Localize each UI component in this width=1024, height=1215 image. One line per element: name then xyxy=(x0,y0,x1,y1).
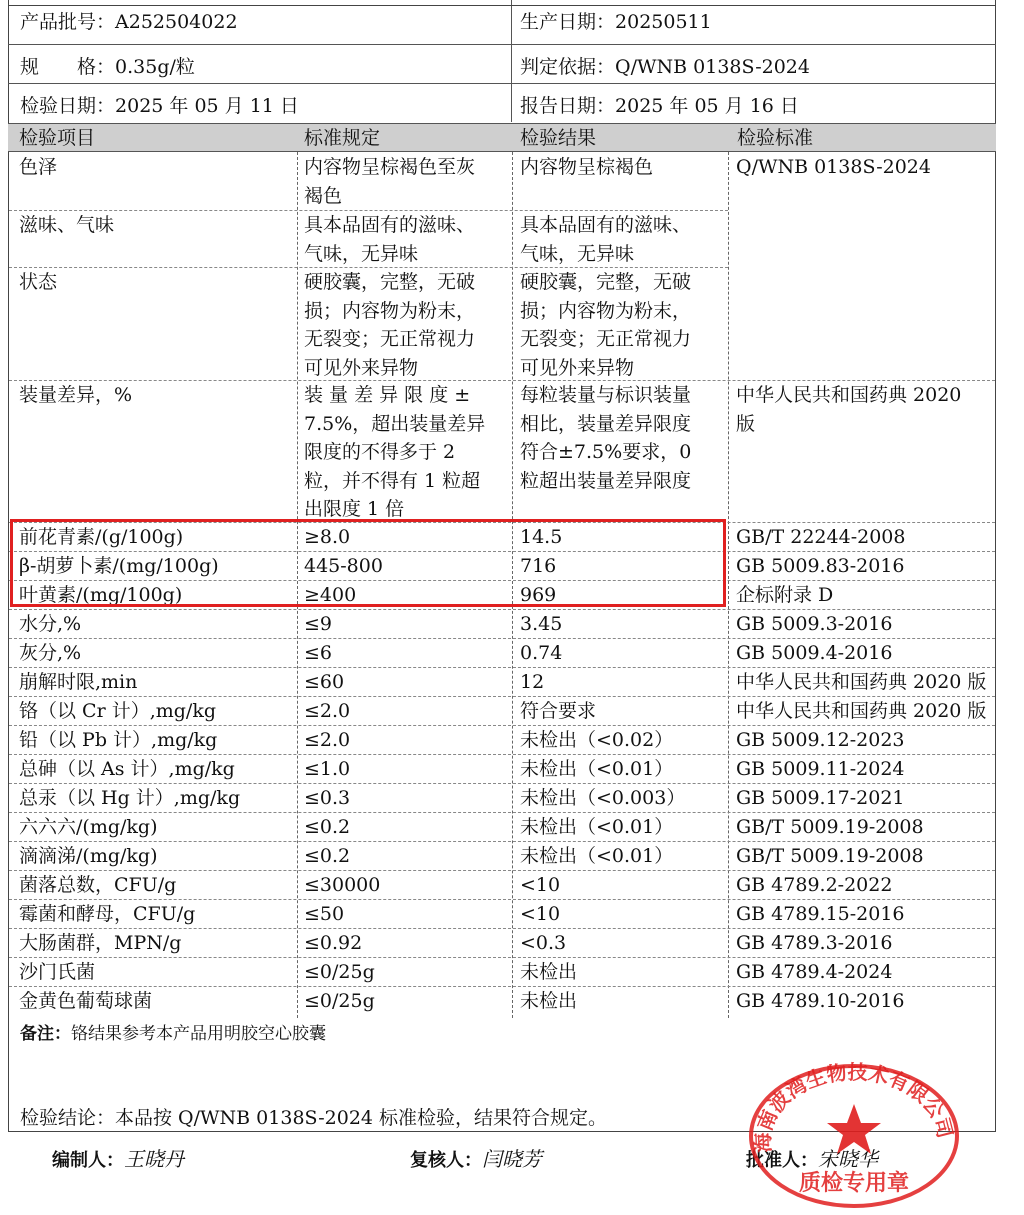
table-row xyxy=(0,987,1000,1016)
table-row xyxy=(0,639,1000,668)
header-row-spec xyxy=(8,45,996,84)
row-result: 未检出 xyxy=(520,990,578,1012)
state-result: 硬胶囊，完整，无破 损；内容物为粉末， 无裂变；无正常视力 可见外来异物 xyxy=(520,271,692,379)
fill-method: 中华人民共和国药典 2020 版 xyxy=(736,384,962,435)
inspection-date-field: 检验日期：2025 年 05 月 11 日 xyxy=(20,95,299,117)
row-standard: ≤2.0 xyxy=(304,729,351,751)
row-result: 未检出 xyxy=(520,961,578,983)
col-standard: 标准规定 xyxy=(304,127,381,149)
spec-field: 规 格：0.35g/粒 xyxy=(20,56,195,78)
table-row xyxy=(0,929,1000,958)
row-standard: ≤0.92 xyxy=(304,932,363,954)
row-item: 金黄色葡萄球菌 xyxy=(19,990,153,1012)
table-row xyxy=(0,726,1000,755)
table-row xyxy=(0,900,1000,929)
company-seal-stamp xyxy=(744,1048,962,1208)
row-item: 滴滴涕/(mg/kg) xyxy=(19,845,158,867)
stamp-center-text: 质检专用章 xyxy=(798,1171,910,1196)
row-result: 未检出（<0.01） xyxy=(520,845,674,867)
header-row-batch xyxy=(8,6,996,45)
row-item: 铬（以 Cr 计）,mg/kg xyxy=(19,700,216,722)
fill-item: 装量差异，% xyxy=(19,384,133,406)
row-method: GB/T 5009.19-2008 xyxy=(736,816,924,838)
row-result: 716 xyxy=(520,555,557,577)
state-standard: 硬胶囊，完整，无破 损；内容物为粉末， 无裂变；无正常视力 可见外来异物 xyxy=(304,271,476,379)
col-method: 检验标准 xyxy=(737,127,814,149)
row-method: GB 4789.3-2016 xyxy=(736,932,893,954)
row-standard: ≤9 xyxy=(304,613,333,635)
table-row xyxy=(0,755,1000,784)
row-method: GB 4789.4-2024 xyxy=(736,961,893,983)
col-item: 检验项目 xyxy=(19,127,96,149)
row-standard: ≤60 xyxy=(304,671,345,693)
table-row xyxy=(0,871,1000,900)
row-standard: ≤2.0 xyxy=(304,700,351,722)
row-method: GB 4789.15-2016 xyxy=(736,903,905,925)
row-result: 14.5 xyxy=(520,526,563,548)
taste-result: 具本品固有的滋味、 气味，无异味 xyxy=(520,214,692,265)
row-method: GB 5009.17-2021 xyxy=(736,787,905,809)
row-method: GB 5009.11-2024 xyxy=(736,758,905,780)
taste-standard: 具本品固有的滋味、 气味，无异味 xyxy=(304,214,476,265)
row-item: 灰分,% xyxy=(19,642,82,664)
row-result: 符合要求 xyxy=(520,700,597,722)
row-method: GB 5009.3-2016 xyxy=(736,613,893,635)
conclusion: 检验结论：本品按 Q/WNB 0138S-2024 标准检验，结果符合规定。 xyxy=(20,1107,608,1129)
color-result: 内容物呈棕褐色 xyxy=(520,156,654,178)
table-row xyxy=(0,668,1000,697)
row-method: GB/T 22244-2008 xyxy=(736,526,906,548)
row-standard: ≤6 xyxy=(304,642,333,664)
sensory-method: Q/WNB 0138S-2024 xyxy=(736,156,931,178)
row-standard: ≤0.2 xyxy=(304,816,351,838)
state-item: 状态 xyxy=(19,271,58,293)
note: 备注：铬结果参考本产品用明胶空心胶囊 xyxy=(20,1024,326,1044)
row-standard: ≤0/25g xyxy=(304,990,375,1012)
row-method: 企标附录 D xyxy=(736,584,834,606)
row-standard: ≥400 xyxy=(304,584,357,606)
table-row xyxy=(0,697,1000,726)
row-standard: 445-800 xyxy=(304,555,383,577)
row-standard: ≤0.2 xyxy=(304,845,351,867)
row-item: 铅（以 Pb 计）,mg/kg xyxy=(19,729,218,751)
row-standard: ≤0.3 xyxy=(304,787,351,809)
row-result: 未检出（<0.01） xyxy=(520,758,674,780)
table-row xyxy=(0,610,1000,639)
row-method: GB 4789.2-2022 xyxy=(736,874,893,896)
row-method: GB 5009.12-2023 xyxy=(736,729,905,751)
color-item: 色泽 xyxy=(19,156,58,178)
table-row xyxy=(0,958,1000,987)
row-result: <10 xyxy=(520,874,561,896)
approver-signature: 批准人：宋晓华 xyxy=(746,1147,878,1171)
row-method: 中华人民共和国药典 2020 版 xyxy=(736,700,987,722)
highlight-box xyxy=(10,519,726,607)
row-result: <10 xyxy=(520,903,561,925)
row-standard: ≤0/25g xyxy=(304,961,375,983)
row-standard: ≥8.0 xyxy=(304,526,351,548)
report-date-field: 报告日期：2025 年 05 月 16 日 xyxy=(520,95,799,117)
row-method: GB 5009.83-2016 xyxy=(736,555,905,577)
batch-field: 产品批号：A252504022 xyxy=(20,11,238,33)
row-item: 大肠菌群，MPN/g xyxy=(19,932,182,954)
row-item: 叶黄素/(mg/100g) xyxy=(19,584,183,606)
row-item: 菌落总数，CFU/g xyxy=(19,874,177,896)
row-standard: ≤50 xyxy=(304,903,345,925)
col-result: 检验结果 xyxy=(520,127,597,149)
row-item: 六六六/(mg/kg) xyxy=(19,816,158,838)
table-row xyxy=(0,813,1000,842)
stamp-ring-text: 海南波湾生物技术有限公司 xyxy=(750,1059,958,1154)
row-item: 总汞（以 Hg 计）,mg/kg xyxy=(19,787,241,809)
row-method: GB 5009.4-2016 xyxy=(736,642,893,664)
fill-standard: 装 量 差 异 限 度 ± 7.5%，超出装量差异 限度的不得多于 2 粒，并不得有 1 粒超 出限度 1 倍 xyxy=(304,384,486,520)
row-result: 12 xyxy=(520,671,545,693)
production-date-field: 生产日期：20250511 xyxy=(520,11,712,33)
header-row-dates xyxy=(8,84,996,123)
table-column-header xyxy=(8,123,996,152)
row-result: 3.45 xyxy=(520,613,563,635)
row-result: 未检出（<0.02） xyxy=(520,729,674,751)
row-item: 霉菌和酵母，CFU/g xyxy=(19,903,196,925)
row-result: 未检出（<0.01） xyxy=(520,816,674,838)
table-row xyxy=(0,842,1000,871)
row-item: 沙门氏菌 xyxy=(19,961,96,983)
taste-item: 滋味、气味 xyxy=(19,214,115,236)
row-item: 崩解时限,min xyxy=(19,671,138,693)
row-method: GB/T 5009.19-2008 xyxy=(736,845,924,867)
row-result: 0.74 xyxy=(520,642,563,664)
color-standard: 内容物呈棕褐色至灰 褐色 xyxy=(304,156,476,207)
row-method: GB 4789.10-2016 xyxy=(736,990,905,1012)
basis-field: 判定依据：Q/WNB 0138S-2024 xyxy=(520,56,810,78)
stamp-star-icon xyxy=(827,1104,881,1154)
row-standard: ≤30000 xyxy=(304,874,381,896)
row-result: 未检出（<0.003） xyxy=(520,787,686,809)
row-method: 中华人民共和国药典 2020 版 xyxy=(736,671,987,693)
row-item: β-胡萝卜素/(mg/100g) xyxy=(19,555,219,577)
row-result: <0.3 xyxy=(520,932,567,954)
fill-result: 每粒装量与标识装量 相比，装量差异限度 符合±7.5%要求，0 粒超出装量差异限度 xyxy=(520,384,692,492)
row-item: 前花青素/(g/100g) xyxy=(19,526,184,548)
compiler-signature: 编制人：王晓丹 xyxy=(52,1147,184,1171)
row-item: 总砷（以 As 计）,mg/kg xyxy=(19,758,235,780)
row-result: 969 xyxy=(520,584,557,606)
reviewer-signature: 复核人：闫晓芳 xyxy=(410,1147,542,1171)
row-item: 水分,% xyxy=(19,613,82,635)
table-row xyxy=(0,784,1000,813)
row-standard: ≤1.0 xyxy=(304,758,351,780)
